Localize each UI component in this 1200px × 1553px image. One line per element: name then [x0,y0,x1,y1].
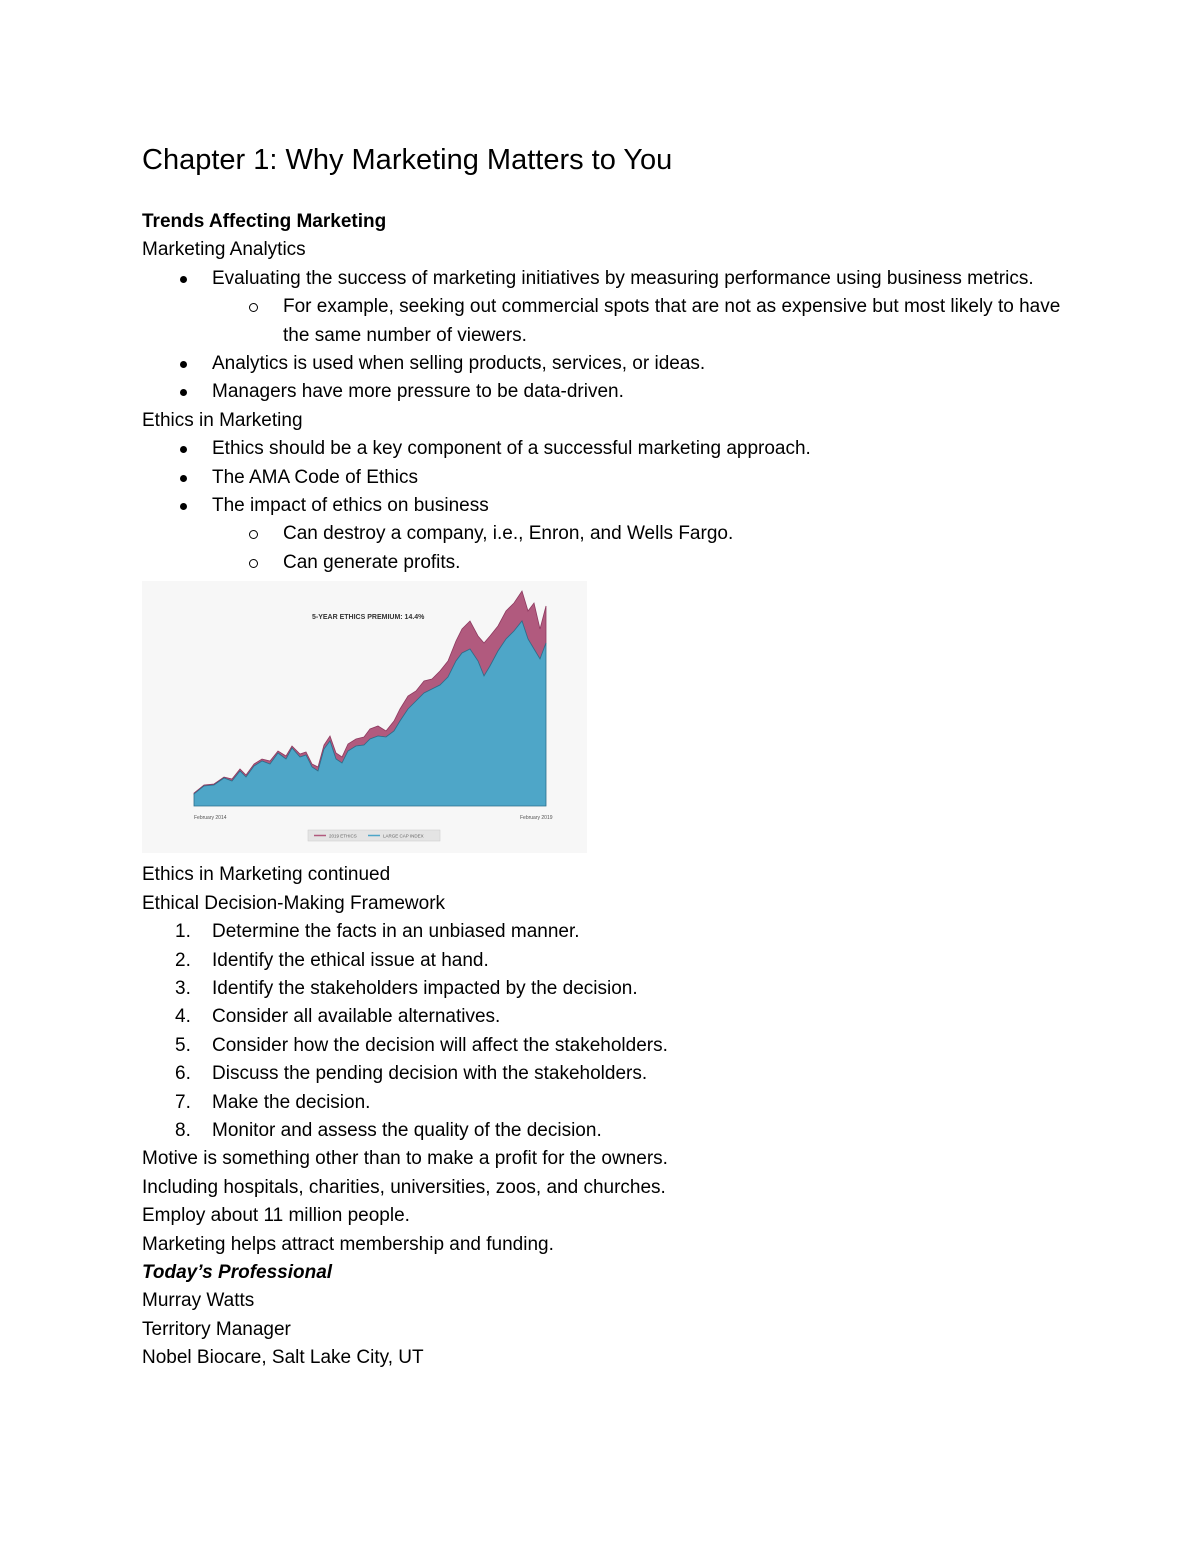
step-item: 6. Discuss the pending decision with the stakeholders. [175,1063,648,1085]
step-item: 7. Make the decision. [175,1091,371,1113]
list-item: Ethics should be a key component of a successful marketing approach. [142,435,1062,463]
sub-list-item: For example, seeking out commercial spots that are not as expensive but most likely to have the same number of viewers. [142,293,1062,350]
nonprofit-line: Motive is something other than to make a profit for the owners. [142,1148,668,1170]
section-heading-professional: Today’s Professional [142,1261,333,1283]
legend-label-index: LARGE CAP INDEX [383,833,424,839]
legend-label-ethics: 2019 ETHICS [329,833,357,839]
step-item: 2. Identify the ethical issue at hand. [175,949,489,971]
nonprofit-line: Marketing helps attract membership and funding. [142,1233,554,1255]
ethics-list [142,435,1062,577]
list-item: Analytics is used when selling products, services, or ideas. [142,350,1062,378]
nonprofit-line: Employ about 11 million people. [142,1205,410,1227]
chart-svg [142,581,587,853]
subheading-ethics-continued: Ethics in Marketing continued [142,864,391,886]
subheading-ethics: Ethics in Marketing [142,409,303,431]
sub-list-item: Can destroy a company, i.e., Enron, and Wells Fargo. [142,520,1062,548]
list-item: Managers have more pressure to be data-driven. [142,378,1062,406]
document-page [142,140,1062,1373]
step-item: 8. Monitor and assess the quality of the decision. [175,1119,602,1141]
x-start-label: February 2014 [194,815,227,822]
step-item: 3. Identify the stakeholders impacted by the decision. [175,977,638,999]
chart-title: 5-YEAR ETHICS PREMIUM: 14.4% [312,614,425,622]
step-item: 4. Consider all available alternatives. [175,1006,501,1028]
subheading-framework: Ethical Decision-Making Framework [142,892,446,914]
step-item: 1. Determine the facts in an unbiased manner. [175,921,580,943]
analytics-list [142,265,1062,407]
sub-list-item: Can generate profits. [142,549,1062,577]
ethics-premium-chart [142,581,587,853]
x-end-label: February 2019 [520,815,553,822]
step-item: 5. Consider how the decision will affect the stakeholders. [175,1034,668,1056]
professional-company: Nobel Biocare, Salt Lake City, UT [142,1347,424,1369]
professional-name: Murray Watts [142,1290,255,1312]
list-item: Evaluating the success of marketing initiatives by measuring performance using business metrics. [142,265,1062,293]
list-item: The AMA Code of Ethics [142,464,1062,492]
framework-steps [142,918,1062,1145]
nonprofit-line: Including hospitals, charities, universities, zoos, and churches. [142,1176,666,1198]
subheading-analytics: Marketing Analytics [142,239,306,261]
professional-role: Territory Manager [142,1318,291,1340]
page-title: Chapter 1: Why Marketing Matters to You [142,144,673,176]
section-heading-trends: Trends Affecting Marketing [142,211,387,232]
list-item: The impact of ethics on business [142,492,1062,520]
